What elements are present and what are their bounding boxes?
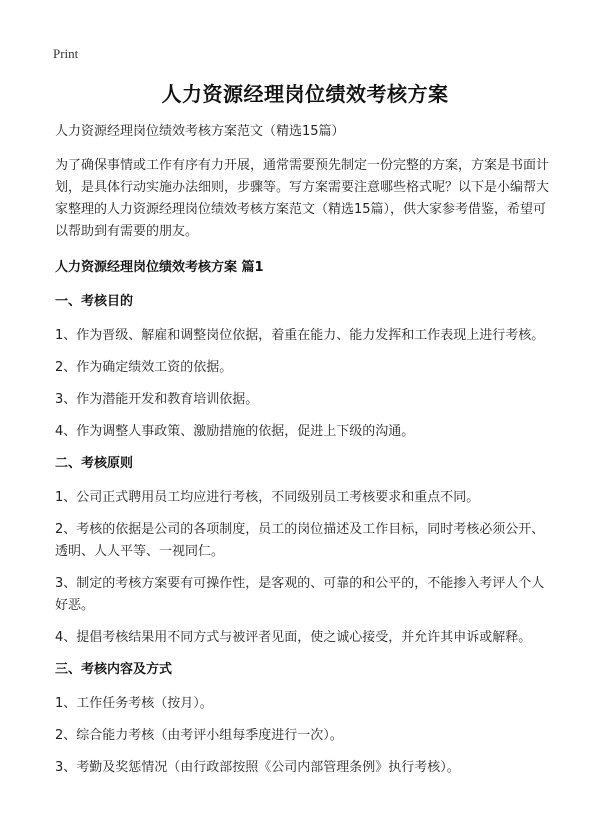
list-item: 1、工作任务考核（按月）。 [55, 696, 213, 711]
page-title: 人力资源经理岗位绩效考核方案 [161, 82, 449, 106]
list-item: 1、作为晋级、解雇和调整岗位依据，着重在能力、能力发挥和工作表现上进行考核。 [55, 328, 545, 343]
document-body [55, 78, 555, 789]
section-heading: 一、考核目的 [55, 294, 134, 309]
print-link[interactable]: Print [53, 46, 79, 61]
list-item: 3、作为潜能开发和教育培训依据。 [55, 392, 259, 407]
document-subtitle: 人力资源经理岗位绩效考核方案范文（精选15篇） [55, 124, 345, 139]
list-item: 2、综合能力考核（由考评小组每季度进行一次）。 [55, 728, 343, 743]
section-heading: 二、考核原则 [55, 456, 134, 471]
list-item: 3、制定的考核方案要有可操作性，是客观的、可靠的和公平的，不能掺入考评人个人好恶。 [55, 576, 545, 613]
list-item: 4、作为调整人事政策、激励措施的依据，促进上下级的沟通。 [55, 424, 415, 439]
list-item: 3、考勤及奖惩情况（由行政部按照《公司内部管理条例》执行考核）。 [55, 760, 460, 775]
list-item: 1、公司正式聘用员工均应进行考核，不同级别员工考核要求和重点不同。 [55, 490, 480, 505]
list-item: 2、考核的依据是公司的各项制度，员工的岗位描述及工作目标，同时考核必须公开、透明、人人平等、一视同仁。 [55, 522, 545, 559]
list-item: 4、提倡考核结果用不同方式与被评者见面，使之诚心接受，并允许其申诉或解释。 [55, 630, 532, 645]
list-item: 2、作为确定绩效工资的依据。 [55, 360, 233, 375]
intro-paragraph: 为了确保事情或工作有序有力开展，通常需要预先制定一份完整的方案，方案是书面计划，是具体行动实施办法细则，步骤等。写方案需要注意哪些格式呢？以下是小编帮大家整理的人力资源经理岗位绩效考核方案范文（精选15篇），供大家参考借鉴，希望可以帮助到有需要的朋友。 [55, 158, 550, 239]
section-heading: 三、考核内容及方式 [55, 662, 173, 677]
section-title: 人力资源经理岗位绩效考核方案 篇1 [55, 260, 264, 275]
